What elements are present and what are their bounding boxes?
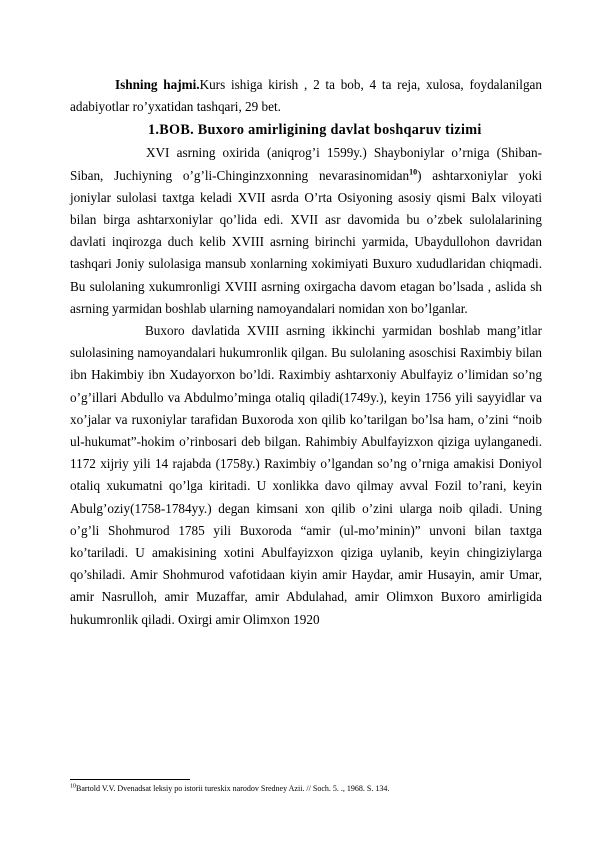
footnote-mark: 10 — [70, 783, 76, 790]
chapter-heading: 1.BOB. Buxoro amirligining davlat boshqaruv tizimi — [148, 122, 482, 139]
page-body — [70, 74, 542, 631]
footnote — [70, 783, 542, 794]
work-volume-label: Ishning hajmi. — [115, 77, 200, 92]
paragraph-manghitlar: Buxoro davlatida XVIII asrning ikkinchi yarmidan boshlab mang’itlar sulolasining namoyandalari hukumronlik qilgan. Bu sulolaning asoschisi Raximbiy bilan ibn Hakimbiy ibn Xudayorxon bo’ldi. Raximbiy ashtarxoniy Abulfayiz o’limidan so’ng o’g’illari Abdullo va Abdulmo’minga otaliq qiladi(1749y.), keyin 1756 yili sayyidlar va xo’jalar va ruxoniylar tarafidan Buxoroda xon qilib ko’tarilgan bo’lsa ham, o’zini “noib ul-hukumat”-hokim o’rinbosari deb bilgan. Rahimbiy Abulfayizxon qiziga uylanganedi. 1172 xijriy yili 14 rajabda (1758y.) Raximbiy o’lgandan so’ng o’rniga amakisi Doniyol otaliq xukumatni qo’lga kiritadi. U xonlikka davo qilmay avval Fozil to’rani, keyin Abulg’oziy(1758-1784yy.) degan kimsani xon qilib o’zini ularga noib qiladi. Uning o’g’li Shohmurod 1785 yili Buxoroda “amir (ul-mo’minin)” unvoni bilan taxtga ko’tariladi. U amakisining xotini Abulfayizxon qiziga uylanib, keyin chingiziylarga qo’shiladi. Amir Shohmurod vafotidaan kiyin amir Haydar, amir Husayin, amir Umar, amir Nasrulloh, amir Muzaffar, amir Abdulahad, amir Olimxon Buxoro amirligida hukumronlik qiladi. Oxirgi amir Olimxon 1920 — [70, 323, 542, 627]
paragraph-1-text-start: XVI asrning oxirida (aniqrog’i 1599y.) Shayboniylar o’rniga (Shiban-Siban, Juchiyning o’g’li-Chinginzxonning nevarasinomidan — [70, 145, 542, 183]
work-volume-text: Kurs ishiga kirish , 2 ta bob, 4 ta reja, xulosa, foydalanilgan adabiyotlar ro’yxatidan tashqari, 29 bet. — [70, 77, 542, 115]
paragraph-ashtarxoniylar — [70, 142, 542, 320]
footnote-separator — [70, 779, 190, 780]
footnote-text: Bartold V.V. Dvenadsat leksiy po istorii tureskix narodov Sredney Azii. // Soch. 5. ., 1968. S. 134. — [76, 784, 390, 793]
paragraph-1-text-end: ) ashtarxoniylar yoki joniylar sulolasi taxtga keladi XVII asrda O’rta Osiyoning asosiy qismi Balx viloyati bilan birga ashtarxoniylar qo’lida edi. XVII asr davomida bu o’zbek sulolalarining davlati inqirozga duch kelib XVIII asrning birinchi yarmida, Ubaydullohon davridan tashqari Joniy sulolasiga mansub xonlarning xokimiyati Buxuro xududlaridan chiqmadi. Bu sulolaning xukumronligi XVIII asrning oxirgacha davom etagan bo’lsada , aslida sh asrning yarmidan boshlab ularning namoyandalari nomidan xon bo’lganlar. — [70, 167, 542, 316]
footnote-reference[interactable]: 10 — [409, 167, 418, 177]
work-volume-paragraph — [70, 74, 542, 118]
